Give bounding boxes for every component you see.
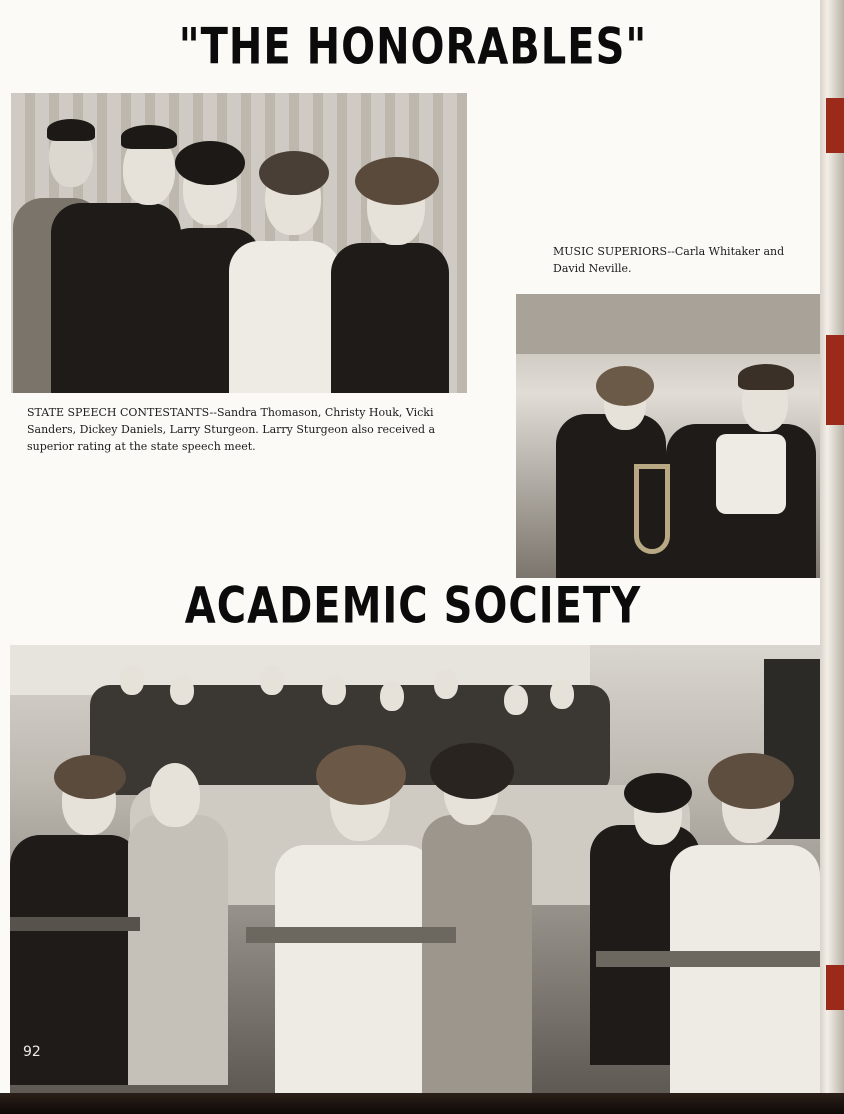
music-superiors-photo	[516, 294, 820, 578]
page-number: 92	[23, 1044, 41, 1060]
section-title-academic-society: ACADEMIC SOCIETY	[184, 577, 642, 635]
page-bottom-edge	[0, 1093, 844, 1114]
academic-society-photo	[10, 645, 820, 1093]
speech-contestants-caption: STATE SPEECH CONTESTANTS--Sandra Thomason, Christy Houk, Vicki Sanders, Dickey Daniels, Larry Sturgeon. Larry Sturgeon also received a superior rating at the state speech meet.	[27, 406, 436, 453]
book-spine	[820, 0, 844, 1093]
section-title-honorables: "THE HONORABLES"	[178, 18, 648, 76]
speech-contestants-photo	[11, 93, 467, 393]
music-superiors-caption: MUSIC SUPERIORS--Carla Whitaker and David Neville.	[553, 245, 785, 275]
